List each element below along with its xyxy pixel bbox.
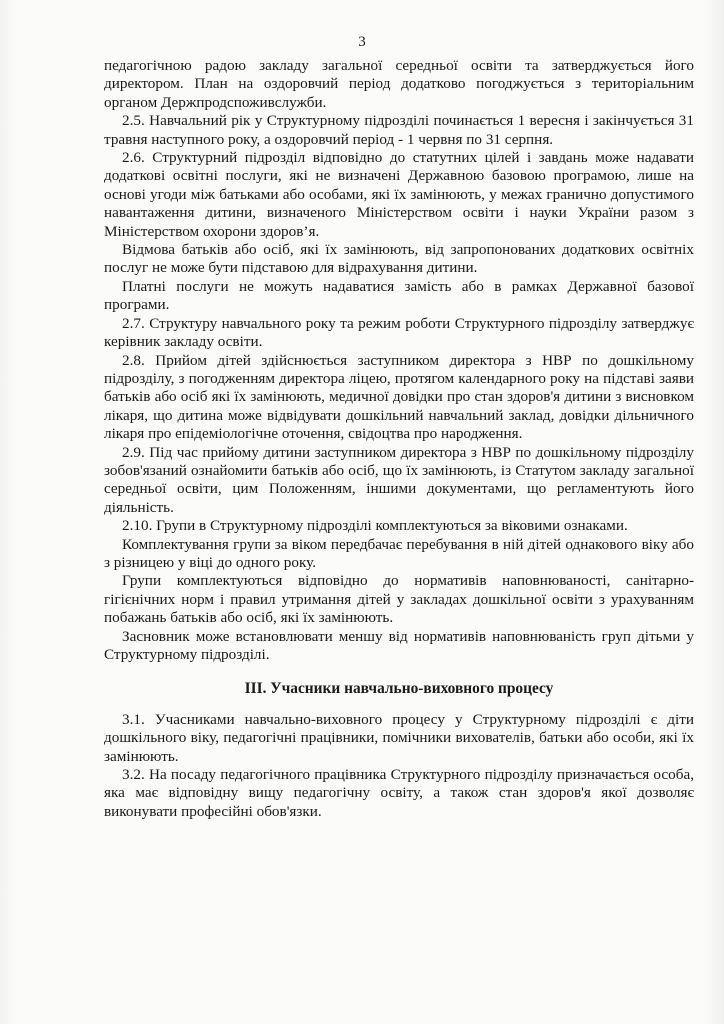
paragraph: 2.9. Під час прийому дитини заступником директора з НВР по дошкільному підрозділу зобов'язаний ознайомити батьків або осіб, що їх замінюють, із Статутом закладу загальної середньої освіти, цим Положенням, іншими документами, що регламентують його діяльність.: [104, 443, 694, 516]
paragraph: Комплектування групи за віком передбачає перебування в ній дітей однакового віку або з різницею у віці до одного року.: [104, 535, 694, 571]
paragraph: 2.10. Групи в Структурному підрозділі комплектуються за віковими ознаками.: [122, 517, 628, 535]
paragraph: Групи комплектуються відповідно до нормативів наповнюваності, санітарно-гігієнічних норм і правил утримання дітей у закладах дошкільної освіти з урахуванням побажань батьків або осіб, які їх замінюють.: [104, 572, 694, 627]
paragraph: 3.2. На посаду педагогічного працівника Структурного підрозділу призначається особа, яка має відповідну вищу педагогічну освіту, а також стан здоров'я якої дозволяє виконувати професійні обов'язки.: [104, 766, 694, 820]
paragraph: Платні послуги не можуть надаватися замість або в рамках Державної базової програми.: [104, 277, 694, 314]
paragraph: педагогічною радою закладу загальної середньої освіти та затверджується його директором. План на оздоровчий період додатково погоджується з територіальним органом Держпродспоживслужби.: [104, 57, 694, 111]
paragraph: 2.8. Прийом дітей здійснюється заступником директора з НВР по дошкільному підрозділу, з погодженням директора ліцею, протягом календарного року на підставі заяви батьків або осіб які їх замінюють, медичної довідки про стан здоров'я дитини з висновком лікаря, що дитина може відвідувати дошкільний навчальний заклад, довідки дільничного лікаря про епідеміологічне оточення, свідоцтва про народження.: [104, 351, 694, 443]
section-heading: ІІІ. Учасники навчально-виховного процесу: [244, 680, 554, 698]
paragraph: 3.1. Учасниками навчально-виховного процесу у Структурному підрозділі є діти дошкільного віку, педагогічні працівники, помічники вихователів, батьки або особи, які їх замінюють.: [104, 710, 694, 765]
paragraph: Відмова батьків або осіб, які їх замінюють, від запропонованих додаткових освітніх послуг не може бути підставою для відрахування дитини.: [104, 241, 694, 277]
paragraph: 2.6. Структурний підрозділ відповідно до статутних цілей і завдань може надавати додаткові освітні послуги, які не визначені Державною базовою програмою, лише на основі угоди між батьками або особами, які їх замінюють, у межах гранично допустимого навантаження дитини, визначеного Міністерством освіти і науки України разом з Міністерством охорони здоров’я.: [104, 149, 694, 240]
page-number: 3: [358, 34, 366, 50]
paragraph: 2.7. Структуру навчального року та режим роботи Структурного підрозділу затверджує керівник закладу освіти.: [104, 314, 694, 351]
paragraph: Засновник може встановлювати меншу від нормативів наповнюваність груп дітьми у Структурному підрозділі.: [104, 627, 694, 663]
document-body: [104, 57, 694, 821]
paragraph: 2.5. Навчальний рік у Структурному підрозділі починається 1 вересня і закінчується 31 травня наступного року, а оздоровчий період - 1 червня по 31 серпня.: [104, 112, 694, 148]
